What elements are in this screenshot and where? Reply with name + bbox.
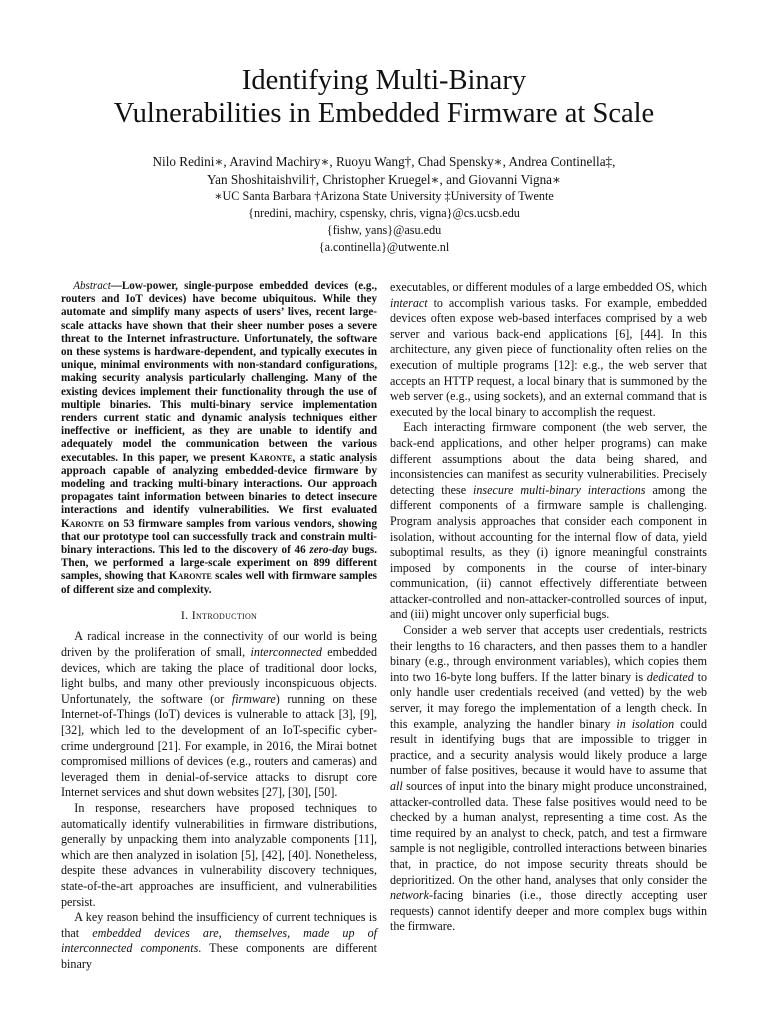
authors-line-1: Nilo Redini∗, Aravind Machiry∗, Ruoyu Wang†, Chad Spensky∗, Andrea Continella‡, <box>152 154 616 169</box>
karonte-name: Karonte <box>249 451 293 464</box>
zero-day-term: zero-day <box>309 544 349 557</box>
abstract-text-5: scales well with firmware samples of different size and complexity. <box>61 570 377 596</box>
email-utwente: {a.continella}@utwente.nl <box>318 240 450 254</box>
author-block <box>0 153 768 256</box>
karonte-name: Karonte <box>61 517 104 530</box>
intro-paragraph-2: In response, researchers have proposed techniques to automatically identify vulnerabilities in firmware distributions, generally by unpacking them into analyzable components [11], which are then analyzed in isolation [5], [42], [40]. Nonetheless, despite these advances in vulnerability discovery techniques, state-of-the-art approaches are insufficient, and vulnerabilities persist. <box>61 801 377 909</box>
paper-title <box>0 64 768 130</box>
section-heading-introduction: I. Introduction <box>180 607 258 622</box>
abstract <box>61 280 377 597</box>
title-line-2: Vulnerabilities in Embedded Firmware at Scale <box>113 98 655 129</box>
authors-line-2: Yan Shoshitaishvili†, Christopher Kruegel∗, and Giovanni Vigna∗ <box>206 171 561 187</box>
abstract-text-2: , a static analysis approach capable of analyzing embedded-device firmware by modeling and tracking multi-binary interactions. Our approach propagates taint information between binaries to detect insecure interactions and identify vulnerabilities. We first evaluated <box>61 451 378 517</box>
left-column <box>61 280 377 973</box>
right-paragraph-3: Consider a web server that accepts user credentials, restricts their lengths to 16 characters, and then passes them to a handler binary (e.g., through environment variables), which copies them into two 16-byte long buffers. If the latter binary is dedicated to only handle user credentials received (and vetted) by the web server, it may forego the implementation of a length check. In this example, analyzing the handler binary in isolation could result in identifying bugs that are impossible to trigger in practice, and a security analysis would likely produce a large number of false positives, because it would have to assume that all sources of input into the binary might produce unconstrained, attacker-controlled data. These false positives would need to be checked by a human analyst, representing a time cost. As the time required by an analyst to check, patch, and test a firmware sample is not negligible, controlled interactions between binaries that, in practice, do not impose security threats should be deprioritized. On the other hand, analyses that only consider the network-facing binaries (i.e., those directly accepting user requests) cannot identify deeper and more complex bugs within the firmware. <box>390 623 708 934</box>
abstract-text-3: on 53 firmware samples from various vendors, showing that our prototype tool can successfully track and constrain multi-binary interactions. This led to the discovery of 46 <box>61 517 377 557</box>
abstract-label: Abstract <box>73 280 111 292</box>
intro-paragraph-3: A key reason behind the insufficiency of current techniques is that embedded devices are, themselves, made up of interconnected components. These components are different binary <box>61 910 377 971</box>
abstract-text-4: bugs. Then, we performed a large-scale experiment on 899 different samples, showing that <box>61 544 377 583</box>
right-paragraph-1: executables, or different modules of a large embedded OS, which interact to accomplish various tasks. For example, embedded devices often expose web-based interfaces comprised by a web server and various back-end applications [6], [44]. In this architecture, any given piece of functionality often relies on the execution of multiple programs [12]: e.g., the web server that accepts an HTTP request, a local binary that is summoned by the web server (e.g., using sockets), and an external command that is executed by the local binary to accomplish the request. <box>390 280 707 419</box>
title-line-1: Identifying Multi-Binary <box>241 65 527 96</box>
email-ucsb: {nredini, machiry, cspensky, chris, vigna}@cs.ucsb.edu <box>248 206 520 220</box>
right-paragraph-2: Each interacting firmware component (the web server, the back-end applications, and other helper programs) can make different assumptions about the data being shared, and inconsistencies can manifest as security vulnerabilities. Precisely detecting these insecure multi-binary interactions among the different components of a firmware sample is challenging. Program analysis approaches that consider each component in isolation, without accounting for the internal flow of data, yield suboptimal results, as they (i) ignore meaningful constraints imposed by components in the course of inter-binary communication, (ii) cannot effectively differentiate between attacker-controlled and non-attacker-controlled sources of input, and (iii) might uncover only superficial bugs. <box>390 420 707 622</box>
intro-paragraph-1: A radical increase in the connectivity of our world is being driven by the proliferation of small, interconnected embedded devices, which are taking the place of traditional door locks, light bulbs, and many other previously inconspicuous objects. Unfortunately, the software (or firmware) running on these Internet-of-Things (IoT) devices is vulnerable to attack [3], [9], [32], which led to the development of an IoT-specific cyber-crime underground [21]. For example, in 2016, the Mirai botnet compromised millions of devices (e.g., routers and cameras) and leveraged them in denial-of-service attacks to disrupt core Internet services and shut down websites [27], [30], [50]. <box>61 629 377 800</box>
right-column <box>390 280 707 935</box>
email-asu: {fishw, yans}@asu.edu <box>326 223 442 237</box>
abstract-text-1: —Low-power, single-purpose embedded devices (e.g., routers and IoT devices) have become ubiquitous. While they automate and simplify many aspects of users’ lives, recent large-scale attacks have shown that their sheer number poses a severe threat to the Internet infrastructure. Unfortunately, the software on these systems is hardware-dependent, and typically executes in unique, minimal environments with non-standard configurations, making security analysis particularly challenging. Many of the existing devices implement their functionality through the use of multiple binaries. This multi-binary service implementation renders current static and dynamic analysis techniques either ineffective or inefficient, as they are unable to identify and adequately model the communication between the various executables. In this paper, we present <box>61 280 377 464</box>
affiliations: ∗UC Santa Barbara †Arizona State University ‡University of Twente <box>214 189 554 203</box>
karonte-name: Karonte <box>169 570 212 583</box>
